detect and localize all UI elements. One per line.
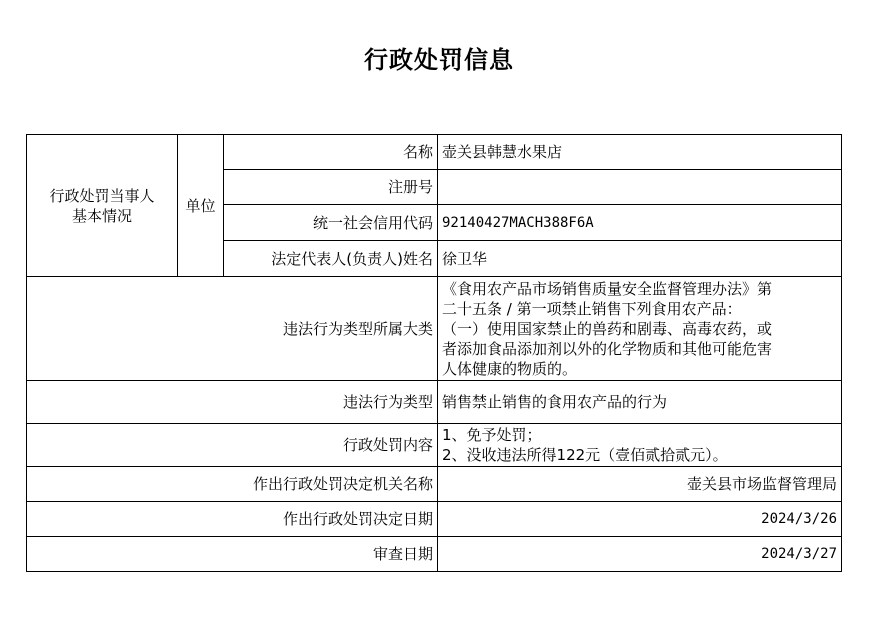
unit-label: 单位 (178, 135, 224, 277)
review-date-value: 2024/3/27 (438, 537, 842, 572)
authority-label: 作出行政处罚决定机关名称 (27, 467, 438, 502)
registration-label: 注册号 (224, 170, 438, 205)
row-violation-category (27, 277, 842, 381)
name-value: 壶关县韩慧水果店 (438, 135, 842, 170)
legal-rep-value: 徐卫华 (438, 241, 842, 277)
penalty-content-line-1: 1、免予处罚； (442, 426, 542, 444)
violation-category-line-2: 二十五条 / 第一项禁止销售下列食用农产品： (442, 299, 742, 318)
violation-category-line-5: 人体健康的物质的。 (442, 359, 578, 378)
row-violation-type (27, 381, 842, 424)
violation-category-line-3: （一）使用国家禁止的兽药和剧毒、高毒农药，或 (442, 319, 773, 338)
violation-category-line-1: 《食用农产品市场销售质量安全监督管理办法》第 (442, 279, 773, 298)
penalty-content-label: 行政处罚内容 (27, 424, 438, 467)
decision-date-value: 2024/3/26 (438, 502, 842, 537)
penalty-info-table (26, 134, 842, 572)
decision-date-label: 作出行政处罚决定日期 (27, 502, 438, 537)
party-label-line-1: 行政处罚当事人 (49, 186, 155, 205)
legal-rep-label: 法定代表人(负责人)姓名 (224, 241, 438, 277)
row-review-date (27, 537, 842, 572)
violation-type-value: 销售禁止销售的食用农产品的行为 (438, 381, 842, 424)
violation-category-value (438, 277, 842, 381)
registration-value (438, 170, 842, 205)
row-name (27, 135, 842, 170)
party-label-line-2: 基本情况 (71, 206, 132, 225)
penalty-content-value (438, 424, 842, 467)
party-info-label (27, 135, 178, 277)
credit-code-label: 统一社会信用代码 (224, 205, 438, 241)
violation-type-label: 违法行为类型 (27, 381, 438, 424)
violation-category-line-4: 者添加食品添加剂以外的化学物质和其他可能危害 (442, 339, 773, 358)
page-title: 行政处罚信息 (364, 46, 514, 74)
penalty-content-line-2: 2、没收违法所得122元（壹佰贰拾贰元）。 (442, 446, 728, 464)
violation-category-label: 违法行为类型所属大类 (27, 277, 438, 381)
row-authority (27, 467, 842, 502)
row-decision-date (27, 502, 842, 537)
authority-value: 壶关县市场监督管理局 (438, 467, 842, 502)
row-penalty-content (27, 424, 842, 467)
credit-code-value: 92140427MACH388F6A (438, 205, 842, 241)
name-label: 名称 (224, 135, 438, 170)
review-date-label: 审查日期 (27, 537, 438, 572)
